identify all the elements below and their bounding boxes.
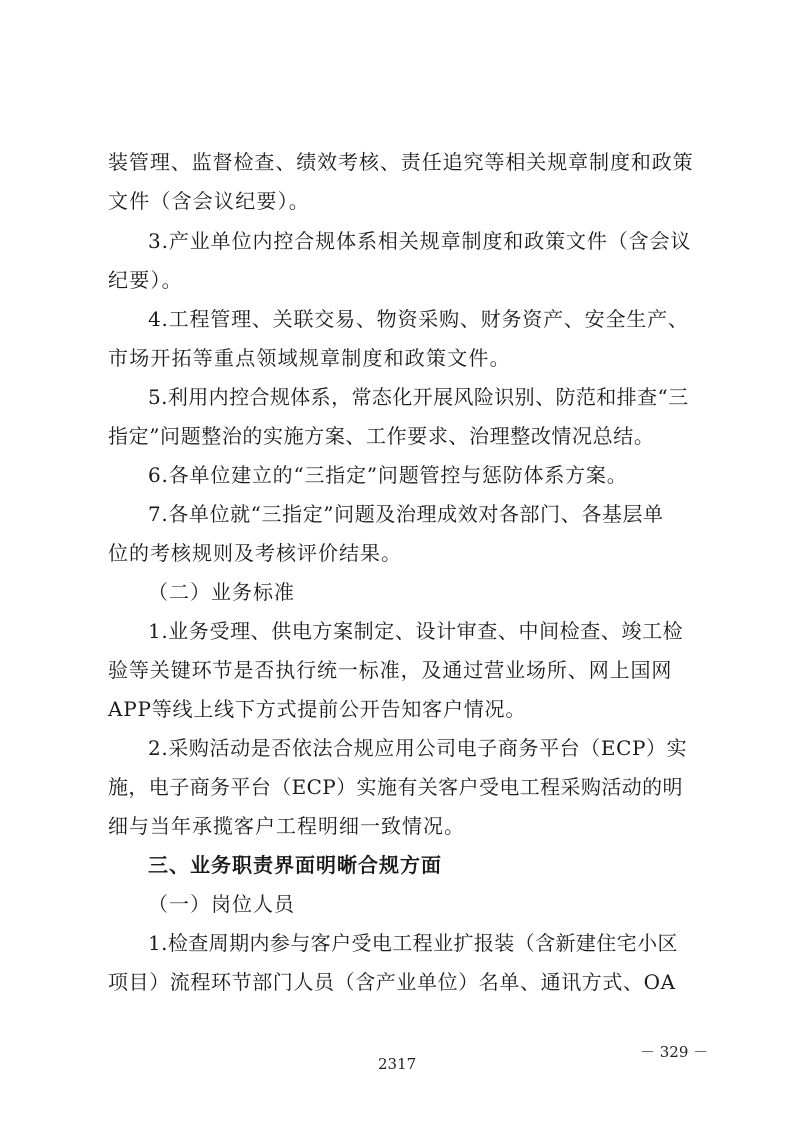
page-number: － 329 － xyxy=(640,1043,709,1061)
document-page: 装管理、监督检查、绩效考核、责任追究等相关规章制度和政策 文件（含会议纪要）。 3.产业单位内控合规体系相关规章制度和政策文件（含会议 纪要）。 4.工程管理、关联交易、物资采购、财务资产、安全生产、 市场开拓等重点领域规章制度和政策文件。 5.利用内控合规体系，常态化开展风险识别、防范和排查“三 指定”问题整治的实施方案、工作要求、治理整改情况总结。 6.各单位建立的“三指定”问题管控与惩防体系方案。 7.各单位就“三指定”问题及治理成效对各部门、各基层单 位的考核规则及考核评价结果。 （二）业务标准 1.业务受理、供电方案制定、设计审查、中间检查、竣工检 验等关键环节是否执行统一标准，及通过营业场所、网上国网 APP等线上线下方式提前公开告知客户情况。 2.采购活动是否依法合规应用公司电子商务平台（ECP）实 施，电子商务平台（ECP）实施有关客户受电工程采购活动的明 细与当年承揽客户工程明细一致情况。 三、业务职责界面明晰合规方面 （一）岗位人员 1.检查周期内参与客户受电工程业扩报装（含新建住宅小区 项目）流程环节部门人员（含产业单位）名单、通讯方式、OA － 329 － 2317 xyxy=(108,150,709,1073)
document-number: 2317 xyxy=(378,1055,417,1073)
